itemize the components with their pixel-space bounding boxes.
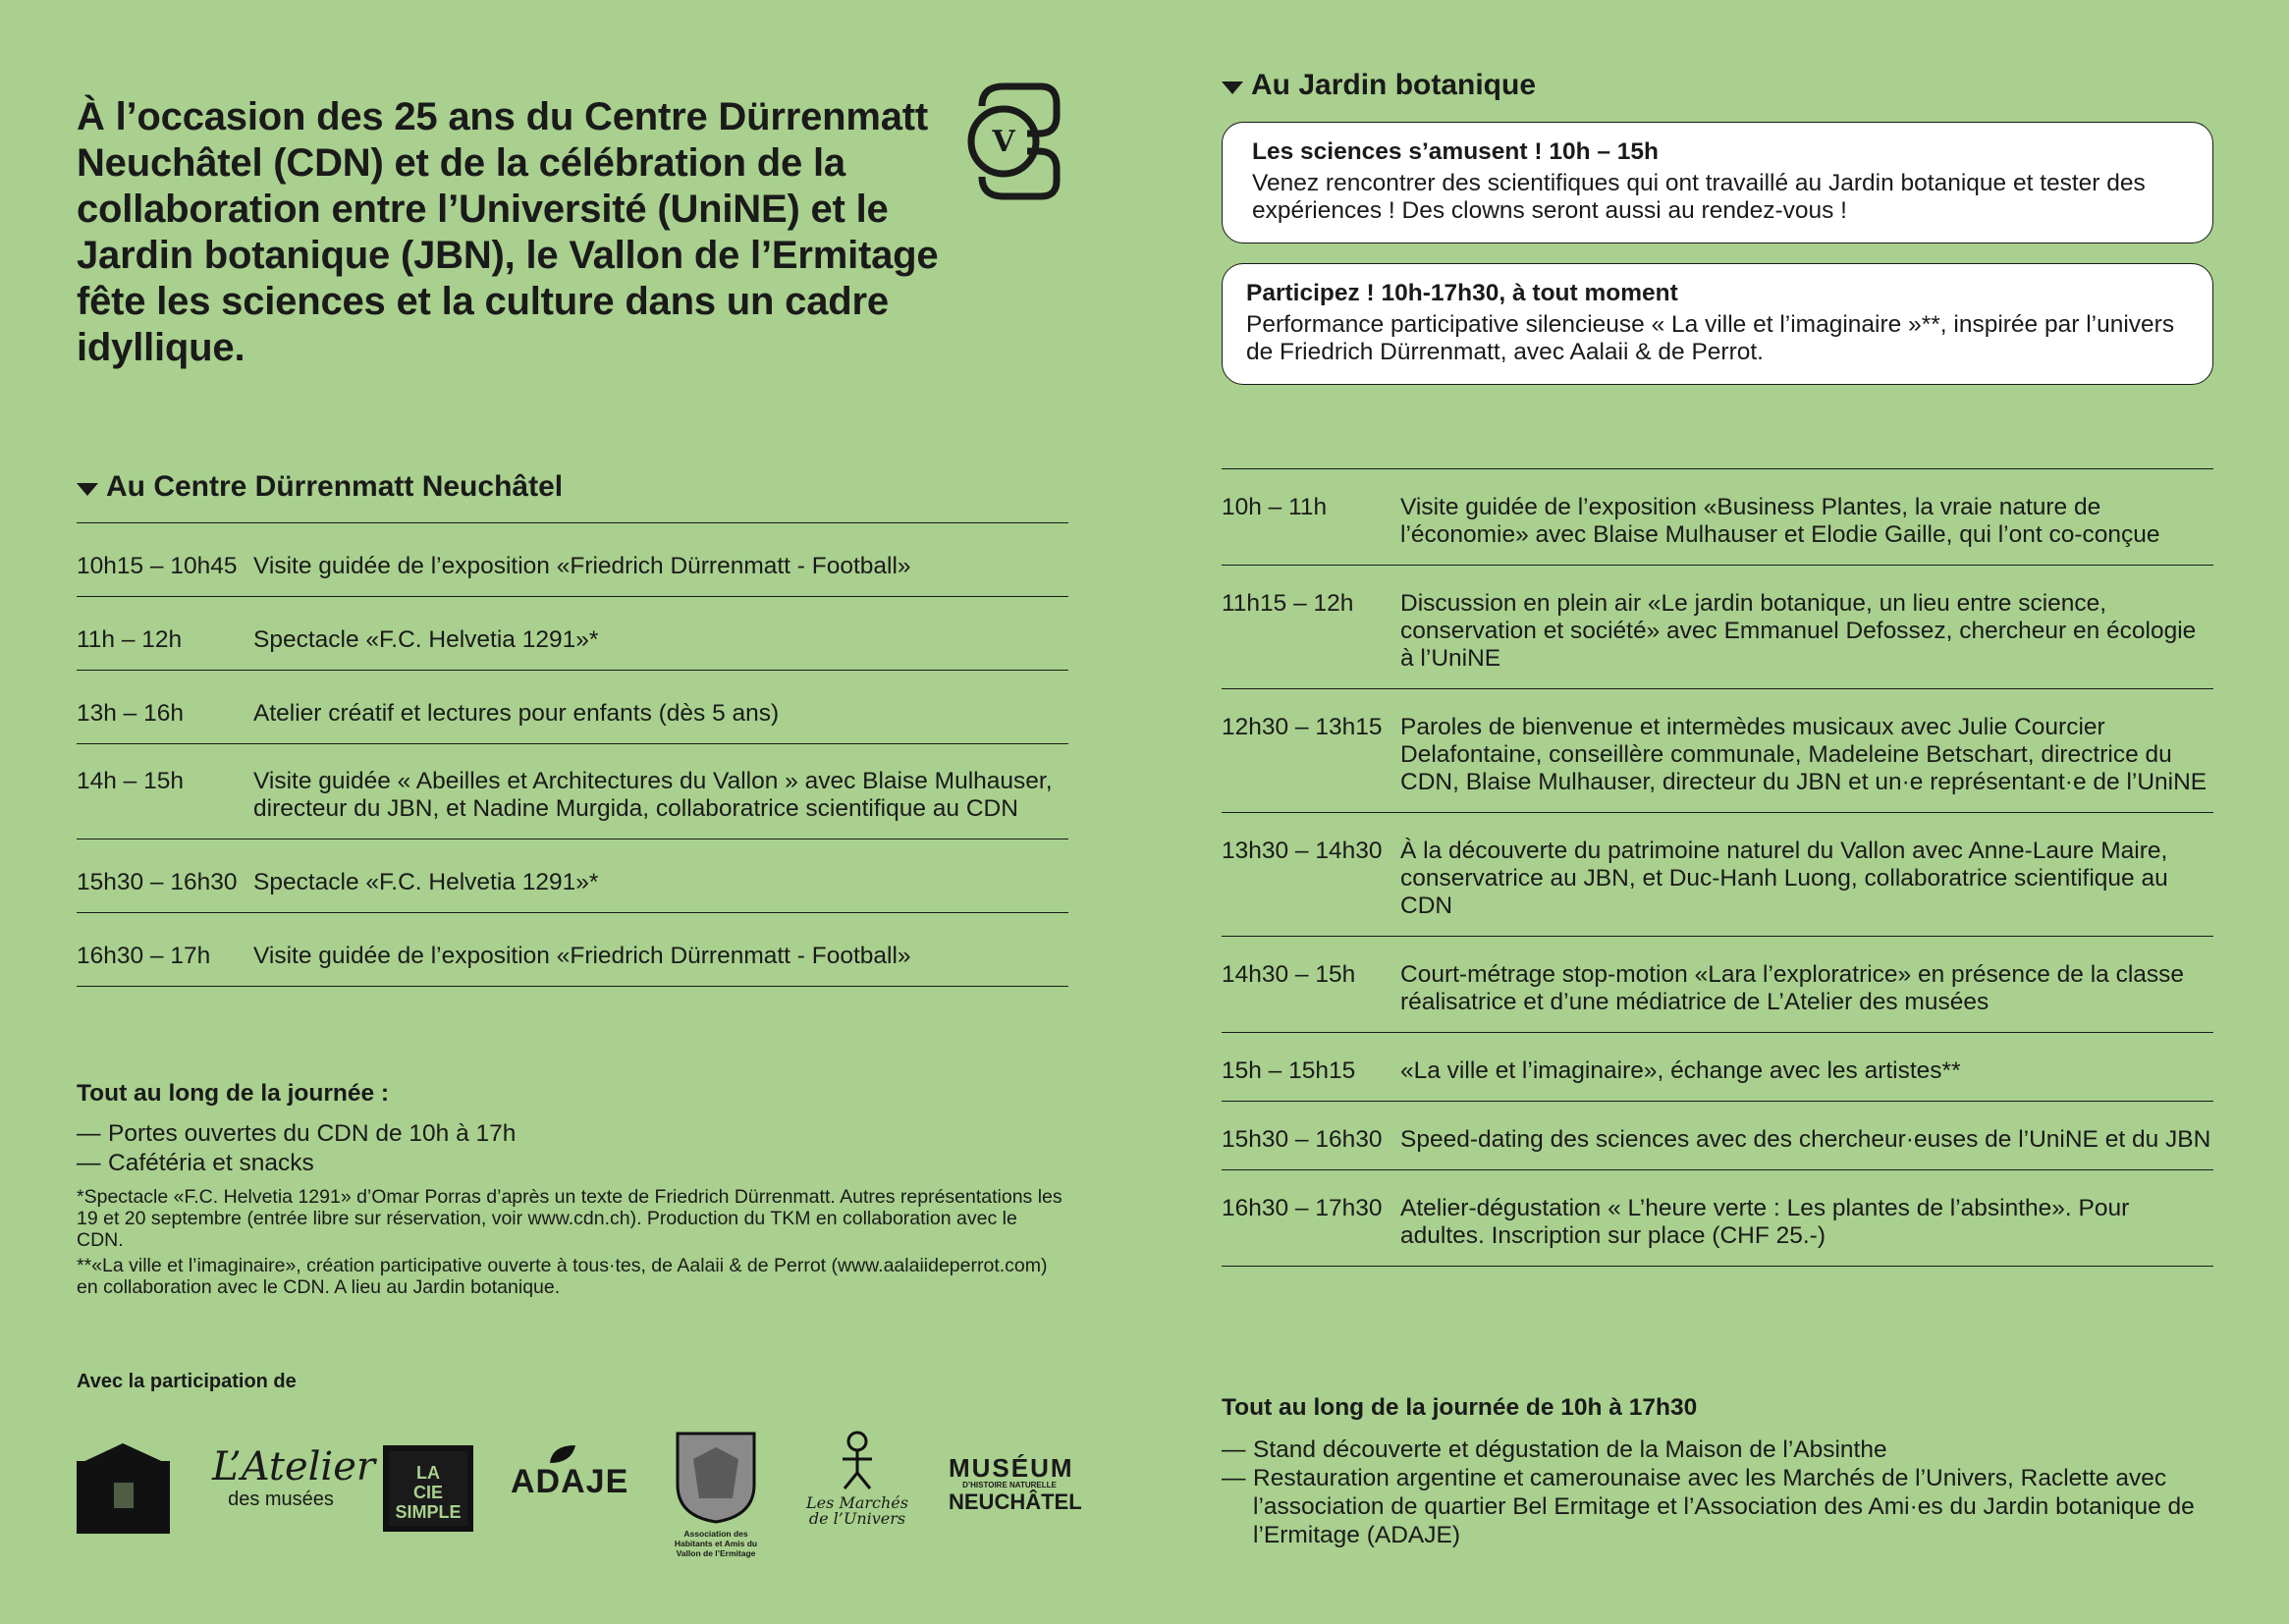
schedule-row <box>77 839 1068 913</box>
schedule-row <box>1222 469 2213 566</box>
jbn-section <box>1222 69 2213 385</box>
vallon-v-logo-icon <box>962 77 1065 209</box>
jbn-section-title: Au Jardin botanique <box>1222 69 2213 102</box>
schedule-row <box>77 913 1068 987</box>
house-logo-icon <box>77 1443 170 1534</box>
schedule-desc: Visite guidée de l’exposition «Friedrich Dürrenmatt - Football» <box>253 943 911 969</box>
schedule-desc: Discussion en plein air «Le jardin botanique, un lieu entre science, conservation et société» avec Emmanuel Defossez, chercheur en écologie à l’UniNE <box>1400 590 2197 672</box>
jbn-schedule <box>1222 468 2213 1267</box>
schedule-time: 14h – 15h <box>77 768 184 794</box>
schedule-time: 11h – 12h <box>77 626 183 653</box>
schedule-time: 13h – 16h <box>77 700 184 727</box>
schedule-row <box>1222 1033 2213 1102</box>
cdn-all-day <box>77 1080 1068 1302</box>
marches-logo: Les Marchés de l’Univers <box>803 1430 911 1527</box>
atelier-logo: L’Atelier des musées <box>212 1444 375 1510</box>
schedule-row <box>77 671 1068 744</box>
schedule-time: 10h – 11h <box>1222 494 1328 520</box>
schedule-row <box>1222 937 2213 1033</box>
event-box-title: Participez ! 10h-17h30, à tout moment <box>1246 280 1678 306</box>
cdn-section-title: Au Centre Dürrenmatt Neuchâtel <box>77 470 563 504</box>
schedule-time: 16h30 – 17h <box>77 943 211 969</box>
schedule-desc: Spectacle «F.C. Helvetia 1291»* <box>253 869 599 895</box>
schedule-desc: Speed-dating des sciences avec des chercheur·euses de l’UniNE et du JBN <box>1400 1126 2211 1153</box>
cdn-section <box>77 470 563 504</box>
schedule-time: 15h – 15h15 <box>1222 1057 1356 1084</box>
footnote: *Spectacle «F.C. Helvetia 1291» d’Omar Porras d’après un texte de Friedrich Dürrenmatt. Autres représentations les 19 et 20 septembre (entrée libre sur réservation, voir www.cdn.ch). Production du TKM en collaboration avec le CDN. <box>77 1186 1063 1251</box>
event-box <box>1222 263 2213 385</box>
museum-logo: MUSÉUM D’HISTOIRE NATURELLE NEUCHÂTEL <box>949 1453 1082 1514</box>
association-logo: Association des Habitants et Amis du Vallon de l’Ermitage <box>674 1430 764 1558</box>
schedule-row <box>77 523 1068 597</box>
schedule-row <box>1222 813 2213 937</box>
schedule-desc: «La ville et l’imaginaire», échange avec les artistes** <box>1400 1057 1961 1084</box>
schedule-time: 14h30 – 15h <box>1222 961 1356 988</box>
leaf-icon <box>548 1443 577 1465</box>
triangle-down-icon <box>1222 81 1243 94</box>
schedule-time: 11h15 – 12h <box>1222 590 1354 617</box>
figure-icon <box>833 1430 882 1490</box>
event-box <box>1222 122 2213 244</box>
event-box-text: Performance participative silencieuse « La ville et l’imaginaire »**, inspirée par l’univers de Friedrich Dürrenmatt, avec Aalaii & de Perrot. <box>1246 311 2175 365</box>
all-day-title: Tout au long de la journée : <box>77 1080 390 1107</box>
schedule-desc: Atelier créatif et lectures pour enfants (dès 5 ans) <box>253 700 780 727</box>
intro-block <box>77 94 1068 371</box>
schedule-desc: Visite guidée de l’exposition «Friedrich Dürrenmatt - Football» <box>253 553 911 579</box>
schedule-time: 10h15 – 10h45 <box>77 553 238 579</box>
schedule-desc: Atelier-dégustation « L’heure verte : Les plantes de l’absinthe». Pour adultes. Inscription sur place (CHF 25.-) <box>1400 1195 2130 1249</box>
schedule-row <box>77 744 1068 839</box>
schedule-time: 12h30 – 13h15 <box>1222 714 1383 740</box>
schedule-time: 16h30 – 17h30 <box>1222 1195 1383 1221</box>
schedule-time: 13h30 – 14h30 <box>1222 838 1383 864</box>
schedule-desc: Court-métrage stop-motion «Lara l’exploratrice» en présence de la classe réalisatrice et d’une médiatrice de L’Atelier des musées <box>1400 961 2185 1015</box>
all-day-list <box>1222 1435 2213 1549</box>
list-item: — Restauration argentine et camerounaise avec les Marchés de l’Univers, Raclette avec l’association de quartier Bel Ermitage et l’Association des Ami·es du Jardin botanique de l’Ermitage (ADAJE) <box>1222 1465 2195 1548</box>
footnote: **«La ville et l’imaginaire», création participative ouverte à tous·tes, de Aalaii & de Perrot (www.aalaiideperrot.com) en collaboration avec le CDN. A lieu au Jardin botanique. <box>77 1255 1048 1298</box>
list-item: — Stand découverte et dégustation de la Maison de l’Absinthe <box>1222 1436 1887 1463</box>
intro-text: À l’occasion des 25 ans du Centre Dürrenmatt Neuchâtel (CDN) et de la célébration de la collaboration entre l’Université (UniNE) et le Jardin botanique (JBN), le Vallon de l’Ermitage fête les sciences et la culture dans un cadre idyllique. <box>77 95 939 369</box>
svg-text:V: V <box>992 125 1015 159</box>
schedule-desc: Spectacle «F.C. Helvetia 1291»* <box>253 626 599 653</box>
crest-icon <box>674 1430 758 1524</box>
schedule-time: 15h30 – 16h30 <box>77 869 238 895</box>
jbn-all-day <box>1222 1394 2213 1549</box>
schedule-time: 15h30 – 16h30 <box>1222 1126 1383 1153</box>
cie-simple-logo: LA CIE SIMPLE <box>383 1445 473 1532</box>
list-item: — Portes ouvertes du CDN de 10h à 17h <box>77 1120 517 1147</box>
event-box-text: Venez rencontrer des scientifiques qui ont travaillé au Jardin botanique et tester des expériences ! Des clowns seront aussi au rendez-vous ! <box>1252 170 2146 224</box>
schedule-desc: Visite guidée « Abeilles et Architectures du Vallon » avec Blaise Mulhauser, directeur du JBN, et Nadine Murgida, collaboratrice scientifique au CDN <box>253 768 1053 822</box>
event-box-title: Les sciences s’amusent ! 10h – 15h <box>1252 138 1659 165</box>
schedule-row <box>77 597 1068 671</box>
schedule-row <box>1222 1170 2213 1267</box>
schedule-desc: Visite guidée de l’exposition «Business Plantes, la vraie nature de l’économie» avec Blaise Mulhauser et Elodie Gaille, qui l’ont co-conçue <box>1400 494 2160 548</box>
schedule-row <box>1222 689 2213 813</box>
schedule-row <box>1222 566 2213 689</box>
adaje-logo: ADAJE <box>511 1463 629 1500</box>
cdn-schedule <box>77 522 1068 987</box>
schedule-desc: À la découverte du patrimoine naturel du Vallon avec Anne-Laure Maire, conservatrice au JBN, et Duc-Hanh Luong, collaboratrice scientifique au CDN <box>1400 838 2168 919</box>
footnotes <box>77 1186 1068 1298</box>
schedule-desc: Paroles de bienvenue et intermèdes musicaux avec Julie Courcier Delafontaine, conseillère communale, Madeleine Betschart, directrice du CDN, Blaise Mulhauser, directeur du JBN et un·e représentant·e de l’UniNE <box>1400 714 2207 795</box>
all-day-list <box>77 1119 1068 1178</box>
triangle-down-icon <box>77 483 98 496</box>
partner-logos <box>77 1424 1082 1561</box>
all-day-title: Tout au long de la journée de 10h à 17h30 <box>1222 1394 1698 1421</box>
schedule-row <box>1222 1102 2213 1170</box>
list-item: — Cafétéria et snacks <box>77 1150 314 1176</box>
partners-title: Avec la participation de <box>77 1371 297 1392</box>
